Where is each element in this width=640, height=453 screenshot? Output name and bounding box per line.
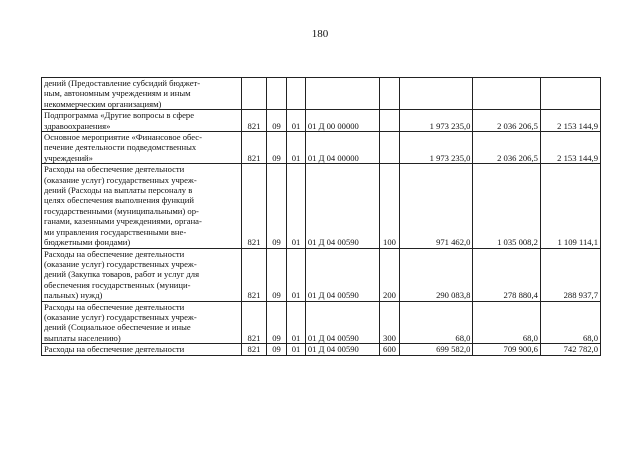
description-cell [42,110,242,132]
description-line: обеспечения государственных (муници- [44,279,191,290]
section-code-cell: 09 [266,164,287,248]
amount-year1-cell [400,78,473,110]
expense-type-cell: 100 [379,164,400,248]
amount-year2-cell: 2 036 206,5 [473,110,540,132]
ved-code-cell: 821 [242,248,267,301]
section-code-cell [266,78,287,110]
description-line: ным, автономным учреждениям и иным [44,88,191,99]
expense-type-cell: 300 [379,301,400,344]
table-row [42,248,601,301]
section-code-cell: 09 [266,344,287,355]
amount-year3-cell: 1 109 114,1 [540,164,600,248]
amount-year1-cell: 1 973 235,0 [400,132,473,164]
amount-year1-cell: 290 083,8 [400,248,473,301]
description-line: (оказание услуг) государственных учреж- [44,174,197,185]
description-line: государственными (муниципальными) ор- [44,205,199,216]
amount-year2-cell: 2 036 206,5 [473,132,540,164]
ved-code-cell: 821 [242,164,267,248]
target-article-cell: 01 Д 04 00590 [305,301,379,344]
amount-year3-cell: 2 153 144,9 [540,110,600,132]
section-code-cell: 09 [266,248,287,301]
table-row [42,78,601,110]
section-code-cell: 09 [266,110,287,132]
amount-year2-cell: 709 900,6 [473,344,540,355]
table-row [42,132,601,164]
target-article-cell [305,78,379,110]
section-code-cell: 09 [266,132,287,164]
amount-year3-cell: 288 937,7 [540,248,600,301]
description-line: Подпрограмма «Другие вопросы в сфере [44,110,195,121]
ved-code-cell: 821 [242,301,267,344]
amount-year2-cell: 68,0 [473,301,540,344]
description-line: ми управления государственными вне- [44,226,187,237]
expense-type-cell: 200 [379,248,400,301]
amount-year2-cell [473,78,540,110]
description-line: некоммерческим организациям) [44,98,162,109]
description-cell [42,248,242,301]
description-line: учреждений» [44,152,93,163]
description-cell [42,164,242,248]
description-line: здравоохранения» [44,120,111,131]
table-row [42,344,601,355]
description-line: Расходы на обеспечение деятельности [44,301,185,312]
section-code-cell: 09 [266,301,287,344]
expense-type-cell [379,110,400,132]
budget-table-body [42,78,601,356]
description-line: Расходы на обеспечение деятельности [44,164,185,175]
amount-year1-cell: 699 582,0 [400,344,473,355]
budget-table [41,77,601,356]
amount-year3-cell: 742 782,0 [540,344,600,355]
description-cell [42,301,242,344]
ved-code-cell: 821 [242,132,267,164]
description-line: Основное мероприятие «Финансовое обес- [44,132,202,143]
description-line: печение деятельности подведомственных [44,142,197,153]
amount-year3-cell: 2 153 144,9 [540,132,600,164]
table-row [42,110,601,132]
table-row [42,164,601,248]
target-article-cell: 01 Д 04 00590 [305,248,379,301]
description-line: Расходы на обеспечение деятельности [44,344,185,355]
expense-type-cell: 600 [379,344,400,355]
amount-year2-cell: 278 880,4 [473,248,540,301]
target-article-cell: 01 Д 04 00000 [305,132,379,164]
description-line: дений (Расходы на выплаты персоналу в [44,185,193,196]
ved-code-cell: 821 [242,110,267,132]
description-line: дений (Предоставление субсидий бюджет- [44,78,201,88]
ved-code-cell [242,78,267,110]
description-cell [42,132,242,164]
target-article-cell: 01 Д 00 00000 [305,110,379,132]
amount-year3-cell: 68,0 [540,301,600,344]
description-line: бюджетными фондами) [44,237,131,248]
amount-year1-cell: 971 462,0 [400,164,473,248]
amount-year3-cell [540,78,600,110]
description-cell [42,344,242,355]
subsection-code-cell: 01 [287,248,306,301]
target-article-cell: 01 Д 04 00590 [305,164,379,248]
page-number: 180 [311,28,329,40]
amount-year2-cell: 1 035 008,2 [473,164,540,248]
expense-type-cell [379,78,400,110]
subsection-code-cell: 01 [287,110,306,132]
description-line: дений (Социальное обеспечение и иные [44,322,191,333]
description-line: (оказание услуг) государственных учреж- [44,311,197,322]
expense-type-cell [379,132,400,164]
description-line: пальных) нужд) [44,290,103,301]
target-article-cell: 01 Д 04 00590 [305,344,379,355]
amount-year1-cell: 68,0 [400,301,473,344]
subsection-code-cell: 01 [287,344,306,355]
subsection-code-cell: 01 [287,164,306,248]
description-line: Расходы на обеспечение деятельности [44,248,185,259]
subsection-code-cell: 01 [287,132,306,164]
description-line: целях обеспечения выполнения функций [44,195,194,206]
description-cell [42,78,242,110]
description-line: (оказание услуг) государственных учреж- [44,258,197,269]
subsection-code-cell [287,78,306,110]
table-row [42,301,601,344]
amount-year1-cell: 1 973 235,0 [400,110,473,132]
description-line: выплаты населению) [44,332,121,343]
subsection-code-cell: 01 [287,301,306,344]
ved-code-cell: 821 [242,344,267,355]
description-line: ганами, казенными учреждениями, органа- [44,216,202,227]
description-line: дений (Закупка товаров, работ и услуг для [44,269,200,280]
